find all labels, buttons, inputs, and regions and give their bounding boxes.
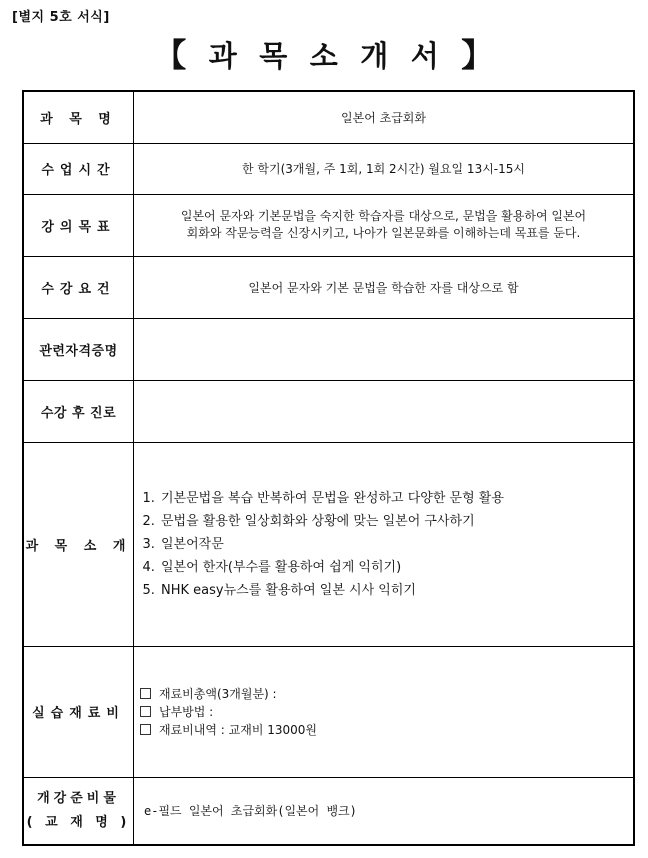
intro-label: 과 목 소 개: [23, 442, 134, 646]
requirements-label: 수강요건: [23, 256, 134, 318]
textbook-label-line: ( 교 재 명 ): [26, 814, 131, 830]
career-label: 수강 후 진로: [23, 380, 134, 442]
checkbox-icon: [140, 688, 151, 699]
title-open-bracket: 【: [154, 36, 187, 74]
row-class-time: [23, 143, 634, 194]
textbook-label: [23, 777, 134, 845]
checkbox-icon: [140, 724, 151, 735]
document-title: [0, 30, 648, 76]
row-textbook: [23, 777, 634, 845]
intro-item: 4. 일본어 한자(부수를 활용하여 쉽게 익히기): [159, 556, 633, 579]
textbook-value: e-필드 일본어 초급회화(일본어 뱅크): [134, 777, 635, 845]
checkbox-icon: [140, 706, 151, 717]
textbook-label-line: 개강준비물: [37, 790, 120, 806]
class-time-label: 수업시간: [23, 143, 134, 194]
form-number-label: [별지 5호 서식]: [12, 10, 110, 25]
objective-label: 강의목표: [23, 194, 134, 256]
subject-value: 일본어 초급회화: [134, 91, 635, 143]
materials-item: 재료비내역 : 교재비 13000원: [140, 721, 633, 739]
materials-item: 납부방법 :: [140, 703, 633, 721]
requirements-value: 일본어 문자와 기본 문법을 학습한 자를 대상으로 함: [134, 256, 635, 318]
course-info-table: [22, 90, 635, 846]
certificate-value: [134, 318, 635, 380]
objective-line: 회화와 작문능력을 신장시키고, 나아가 일본문화를 이해하는데 목표를 둔다.: [186, 226, 581, 240]
title-char: 과: [208, 39, 238, 73]
title-char: 서: [410, 39, 440, 73]
row-materials: [23, 646, 634, 777]
row-objective: [23, 194, 634, 256]
row-certificate: [23, 318, 634, 380]
objective-value: [134, 194, 635, 256]
career-value: [134, 380, 635, 442]
intro-list: [134, 487, 633, 602]
intro-item: 3. 일본어작문: [159, 533, 633, 556]
materials-value: [134, 646, 635, 777]
materials-item: 재료비총액(3개월분) :: [140, 685, 633, 703]
certificate-label: 관련자격증명: [23, 318, 134, 380]
title-char: 소: [309, 39, 339, 73]
title-char: 목: [259, 39, 288, 73]
materials-label: 실습재료비: [23, 646, 134, 777]
row-subject: [23, 91, 634, 143]
title-close-bracket: 】: [461, 36, 494, 74]
intro-item: 1. 기본문법을 복습 반복하여 문법을 완성하고 다양한 문형 활용: [159, 487, 633, 510]
row-requirements: [23, 256, 634, 318]
row-career: [23, 380, 634, 442]
objective-line: 일본어 문자와 기본문법을 숙지한 학습자를 대상으로, 문법을 활용하여 일본어: [180, 209, 587, 223]
title-char: 개: [360, 39, 389, 73]
intro-item: 5. NHK easy뉴스를 활용하여 일본 시사 익히기: [159, 579, 633, 602]
row-intro: [23, 442, 634, 646]
intro-item: 2. 문법을 활용한 일상회화와 상황에 맞는 일본어 구사하기: [159, 510, 633, 533]
subject-label: 과 목 명: [23, 91, 134, 143]
intro-value: [134, 442, 635, 646]
class-time-value: 한 학기(3개월, 주 1회, 1회 2시간) 월요일 13시-15시: [134, 143, 635, 194]
